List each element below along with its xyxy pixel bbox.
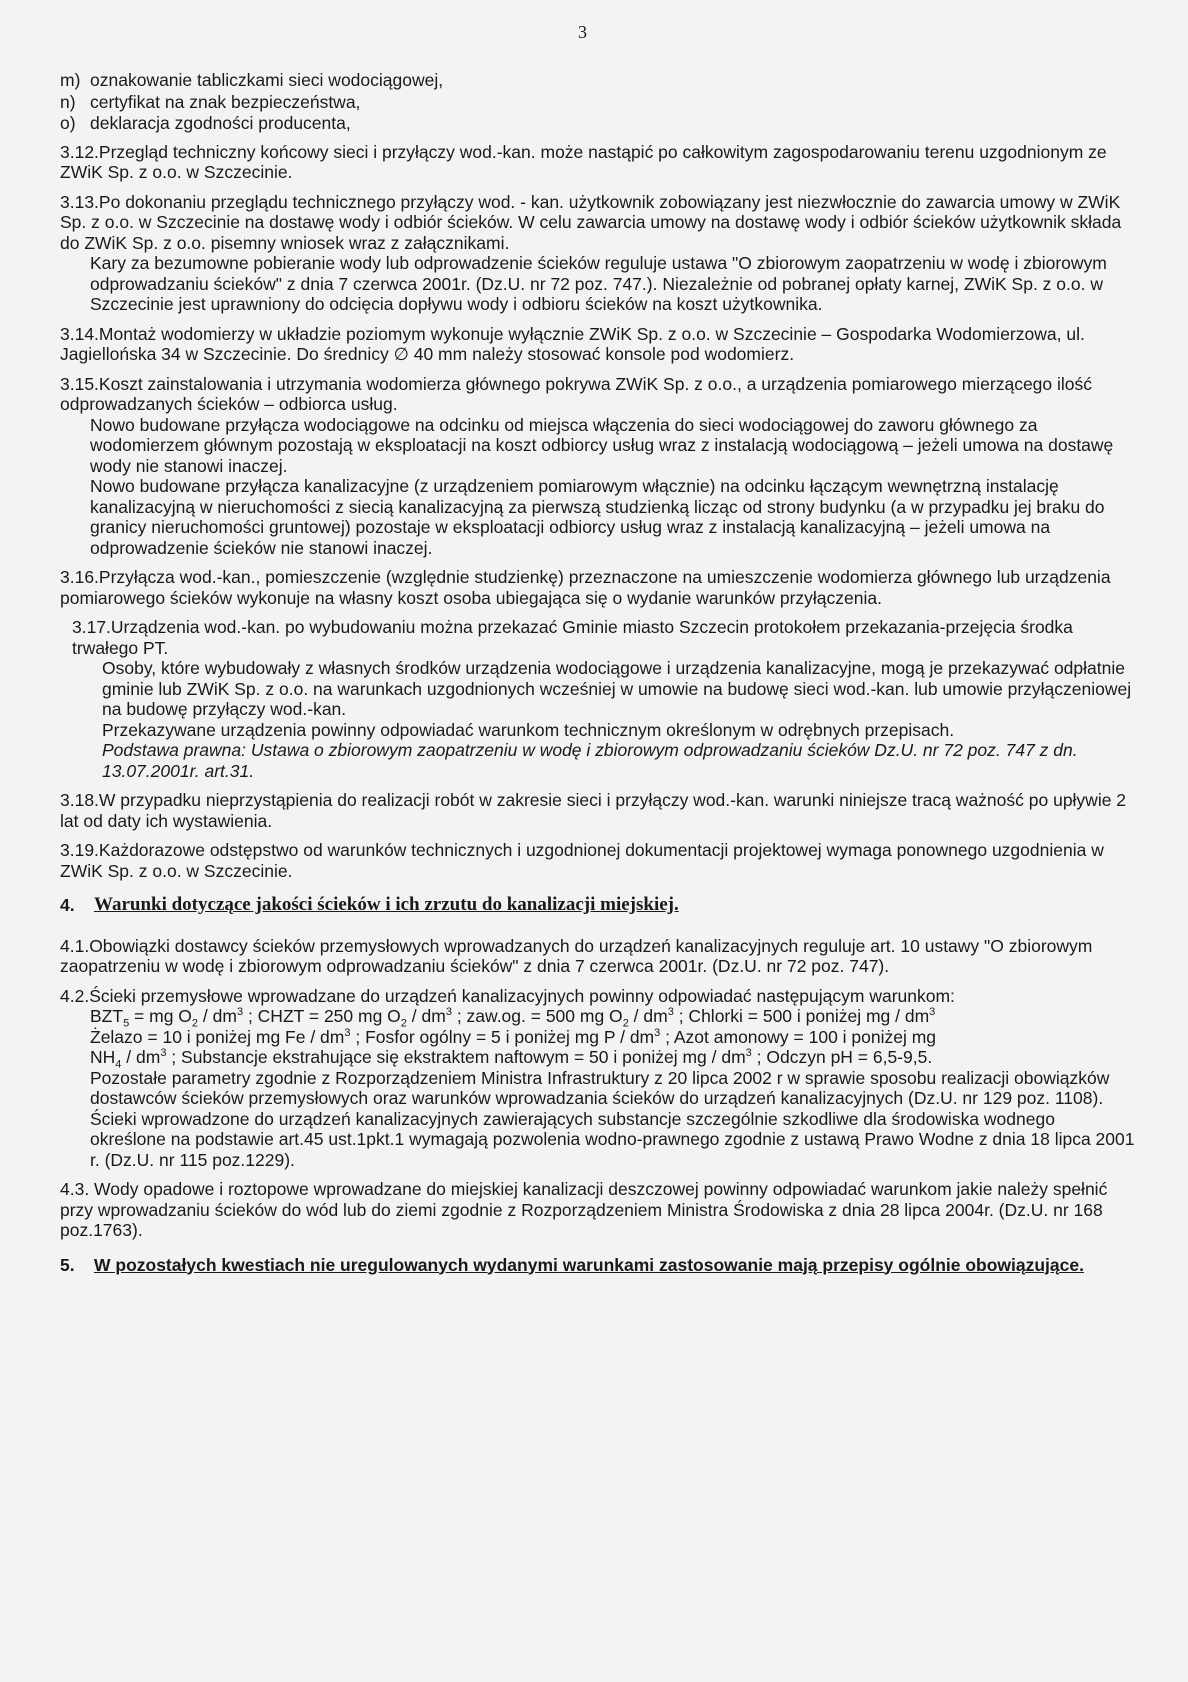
param-text: Żelazo = 10 i poniżej mg Fe / dm xyxy=(90,1026,345,1047)
section-4-2 xyxy=(60,986,1135,1171)
section-4-2-other-params: Pozostałe parametry zgodnie z Rozporządzeniem Ministra Infrastruktury z 20 lipca 2002 r w sprawie sposobu realizacji obowiązków dostawców ścieków przemysłowych oraz warunków wprowadzania ścieków do urządzeń kanalizacyjnych (Dz.U. nr 129 poz. 1108). xyxy=(90,1067,1110,1108)
param-sup: 3 xyxy=(160,1047,167,1060)
section-3-17-legal-basis: Podstawa prawna: Ustawa o zbiorowym zaopatrzeniu w wodę i zbiorowym odprowadzaniu ścieków Dz.U. nr 72 poz. 747 z dn. 13.07.2001r. art.31. xyxy=(102,740,1078,781)
param-sup: 3 xyxy=(236,1006,244,1019)
param-text: / dm xyxy=(121,1047,161,1067)
param-sub: 2 xyxy=(622,1017,629,1030)
list-item xyxy=(60,92,1135,113)
section-3-19: 3.19.Każdorazowe odstępstwo od warunków technicznych i uzgodnionej dokumentacji projektowej wymaga ponownego uzgodnienia w ZWiK Sp. z o.o. w Szczecinie. xyxy=(60,840,1104,881)
list-text: certyfikat na znak bezpieczeństwa, xyxy=(90,91,361,112)
param-sup: 3 xyxy=(344,1026,351,1039)
section-4-1: 4.1.Obowiązki dostawcy ścieków przemysłowych wprowadzanych do urządzeń kanalizacyjnych reguluje art. 10 ustawy "O zbiorowym zaopatrzeniu w wodę i zbiorowym odprowadzaniu ścieków" z dnia 7 czerwca 2001r. (Dz.U. nr 72 poz. 747). xyxy=(60,935,1093,976)
param-sub: 4 xyxy=(115,1058,122,1071)
list-item xyxy=(60,113,1135,134)
section-4-title: Warunki dotyczące jakości ścieków i ich zrzutu do kanalizacji miejskiej. xyxy=(94,894,679,915)
section-3-15 xyxy=(60,374,1135,559)
document-body xyxy=(60,70,1135,1275)
section-3-17-transfer: Osoby, które wybudowały z własnych środków urządzenia wodociągowe i urządzenia kanalizacyjne, mogą je przekazywać odpłatnie gminie lub ZWiK Sp. z o.o. na warunkach uzgodnionych wcześniej w umowie na budowę sieci wod.-kan. lub umowie przyłączeniowej na budowę przyłączy wod.-kan. xyxy=(102,658,1132,719)
param-text: / dm xyxy=(198,1006,237,1026)
section-4-number: 4. xyxy=(60,895,75,915)
list-marker: o) xyxy=(60,113,76,133)
param-text: / dm xyxy=(406,1006,446,1026)
param-text: ; Chlorki = 500 i poniżej mg / dm xyxy=(673,1006,930,1026)
param-text: NH xyxy=(90,1047,116,1067)
param-text: ; Fosfor ogólny = 5 i poniżej mg P / dm xyxy=(350,1026,655,1047)
list-marker: m) xyxy=(60,70,81,90)
section-3-12: 3.12.Przegląd techniczny końcowy sieci i przyłączy wod.-kan. może nastąpić po całkowitym zagospodarowaniu terenu uzgodnionym ze ZWiK Sp. z o.o. w Szczecinie. xyxy=(60,141,1107,182)
list-item xyxy=(60,70,1135,91)
section-3-16: 3.16.Przyłącza wod.-kan., pomieszczenie (względnie studzienkę) przeznaczone na umieszczenie wodomierza głównego lub urządzenia pomiarowego ścieków wykonuje na własny koszt osoba ubiegająca się o wydanie warunków przyłączenia. xyxy=(60,567,1111,608)
param-sub: 2 xyxy=(400,1017,407,1030)
section-5-title: W pozostałych kwestiach nie uregulowanych wydanymi warunkami zastosowanie mają przepisy ogólnie obowiązujące. xyxy=(94,1254,1084,1275)
param-text: ; zaw.og. = 500 mg O xyxy=(451,1006,623,1026)
param-text: ; Odczyn pH = 6,5-9,5. xyxy=(751,1047,933,1067)
param-sub: 2 xyxy=(191,1017,199,1030)
section-3-17-text: 3.17.Urządzenia wod.-kan. po wybudowaniu można przekazać Gminie miasto Szczecin protokołem przekazania-przejęcia środka trwałego PT. xyxy=(72,617,1073,658)
section-3-13-penalties: Kary za bezumowne pobieranie wody lub odprowadzenie ścieków reguluje ustawa "O zbiorowym zaopatrzeniu w wodę i zbiorowym odprowadzaniu ścieków" z dnia 7 czerwca 2001r. (Dz.U. nr 72 poz. 747.). Niezależnie od pobranej opłaty karnej, ZWiK Sp. z o.o. w Szczecinie jest uprawniony do odcięcia dopływu wody i odbioru ścieków na koszt użytkownika. xyxy=(90,253,1107,314)
section-3-15-text: 3.15.Koszt zainstalowania i utrzymania wodomierza głównego pokrywa ZWiK Sp. z o.o., a urządzenia pomiarowego mierzącego ilość odprowadzanych ścieków – odbiorca usług. xyxy=(60,373,1093,414)
section-4-2-lead: 4.2.Ścieki przemysłowe wprowadzane do urządzeń kanalizacyjnych powinny odpowiadać następującym warunkom: xyxy=(60,985,955,1006)
list-text: oznakowanie tabliczkami sieci wodociągowej, xyxy=(90,70,444,90)
section-4-2-parameters xyxy=(60,1006,1135,1071)
param-text: ; Azot amonowy = 100 i poniżej mg xyxy=(660,1026,937,1047)
list-text: deklaracja zgodności producenta, xyxy=(90,113,351,133)
section-3-13 xyxy=(60,192,1135,315)
section-3-15-sewer: Nowo budowane przyłącza kanalizacyjne (z urządzeniem pomiarowym włącznie) na odcinku łączącym wewnętrzną instalację kanalizacyjną w nieruchomości z siecią kanalizacyjną za pierwszą studzienką licząc od strony budynku (a w przypadku jej braku do granicy nieruchomości gruntowej) pozostaje w eksploatacji odbiorcy usług wraz z instalacją kanalizacyjną – jeżeli umowa na odprowadzenie ścieków nie stanowi inaczej. xyxy=(90,476,1105,558)
param-sup: 3 xyxy=(654,1026,661,1039)
param-sub: 5 xyxy=(123,1017,130,1030)
param-sup: 3 xyxy=(745,1047,752,1060)
section-4-heading xyxy=(60,895,1135,916)
list-marker: n) xyxy=(60,91,76,112)
section-3-13-text: 3.13.Po dokonaniu przeglądu technicznego przyłączy wod. - kan. użytkownik zobowiązany jest niezwłocznie do zawarcia umowy w ZWiK Sp. z o.o. w Szczecinie na dostawę wody i odbiór ścieków. W celu zawarcia umowy na dostawę wody i odbiór ścieków użytkownik składa do ZWiK Sp. z o.o. pisemny wniosek wraz z załącznikami. xyxy=(60,191,1122,253)
page-number: 3 xyxy=(578,22,587,42)
section-3-14: 3.14.Montaż wodomierzy w układzie poziomym wykonuje wyłącznie ZWiK Sp. z o.o. w Szczecinie – Gospodarka Wodomierzowa, ul. Jagiellońska 34 w Szczecinie. Do średnicy ∅ 40 mm należy stosować konsole pod wodomierz. xyxy=(60,323,1085,364)
section-4-2-hazardous: Ścieki wprowadzone do urządzeń kanalizacyjnych zawierających substancje szczególnie szkodliwe dla środowiska wodnego określone na podstawie art.45 ust.1pkt.1 wymagają pozwolenia wodno-prawnego zgodnie z ustawą Prawo Wodne z dnia 18 lipca 2001 r. (Dz.U. nr 115 poz.1229). xyxy=(90,1108,1135,1170)
param-sup: 3 xyxy=(445,1006,452,1019)
param-text: ; Substancje ekstrahujące się ekstraktem naftowym = 50 i poniżej mg / dm xyxy=(166,1047,746,1067)
list xyxy=(60,70,1135,134)
param-text: = mg O xyxy=(129,1006,192,1026)
param-sup: 3 xyxy=(667,1006,674,1019)
section-3-18: 3.18.W przypadku nieprzystąpienia do realizacji robót w zakresie sieci i przyłączy wod.-kan. warunki niniejsze tracą ważność po upływie 2 lat od daty ich wystawienia. xyxy=(60,790,1127,831)
section-4-3: 4.3. Wody opadowe i roztopowe wprowadzane do miejskiej kanalizacji deszczowej powinny odpowiadać warunkom jakie należy spełnić przy wprowadzaniu ścieków do wód lub do ziemi zgodnie z Rozporządzeniem Ministra Środowiska z dnia 28 lipca 2004r. (Dz.U. nr 168 poz.1763). xyxy=(60,1179,1108,1240)
section-5-heading xyxy=(60,1255,1135,1276)
param-sup: 3 xyxy=(929,1006,936,1019)
section-5-number: 5. xyxy=(60,1254,75,1275)
param-text: / dm xyxy=(628,1006,668,1026)
param-text: ; CHZT = 250 mg O xyxy=(243,1006,401,1026)
param-text: BZT xyxy=(90,1006,124,1026)
section-3-17 xyxy=(60,617,1135,781)
section-3-15-water: Nowo budowane przyłącza wodociągowe na odcinku od miejsca włączenia do sieci wodociągowej do zaworu głównego za wodomierzem głównym pozostają w eksploatacji na koszt odbiorcy usług wraz z instalacją wodociągową – jeżeli umowa na dostawę wody nie stanowi inaczej. xyxy=(90,414,1114,476)
section-3-17-requirements: Przekazywane urządzenia powinny odpowiadać warunkom technicznym określonym w odrębnych przepisach. xyxy=(102,719,955,740)
